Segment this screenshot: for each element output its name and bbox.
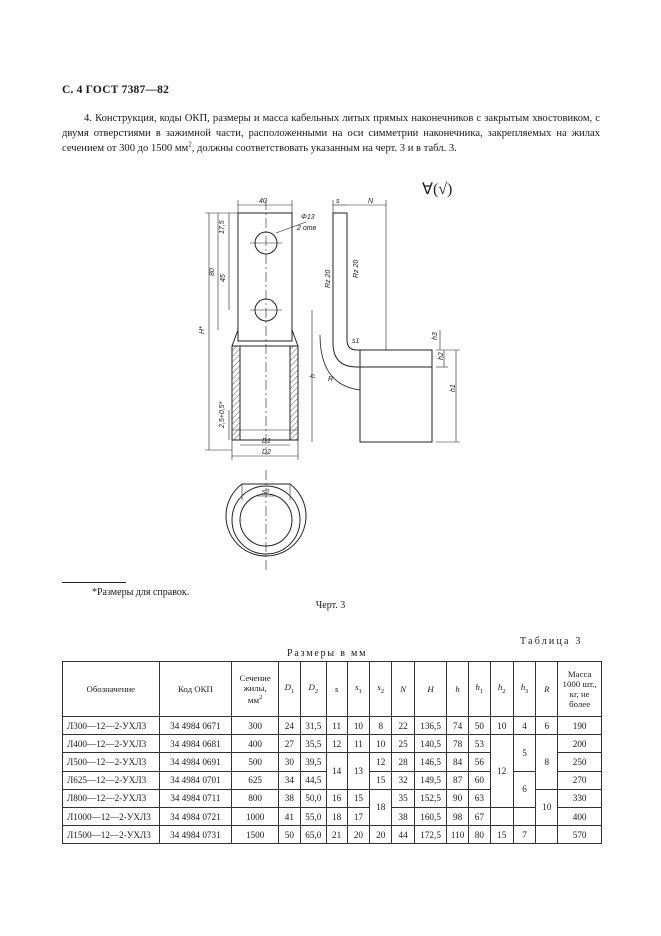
dim-h2: h2 [438,352,445,360]
dim-h3: h3 [432,332,439,340]
dim-d13: Φ13 [301,214,315,221]
section-paragraph [62,111,600,157]
dim-D1: D1 [262,438,271,445]
col-s1: $s_1$ [347,662,370,717]
table-row: Л800—12—2-УХЛ3 34 4984 0711 800 38 50,0 16 15 18 35 152,5 90 63 10 330 [63,789,602,807]
col-D1: $D_1$ [278,662,300,717]
barrel-side [360,350,432,442]
barrel-front [232,346,298,440]
col-h3: $h_3$ [513,662,536,717]
dim-holes: 2 отв [297,225,317,232]
dim-80: 80 [209,268,216,276]
table-units: Размеры в мм [287,648,368,659]
spec-table [62,661,602,844]
figure-caption: Черт. 3 [315,600,346,611]
col-D2: $D_2$ [300,662,326,717]
col-name: Обозначение [63,662,160,717]
paragraph-text: Конструкция, коды ОКП, размеры и масса кабельных литых прямых наконечников с закрытым хвостовиком, с двумя отверстиями в зажимной части, расположенными на оси симметрии наконечника, закрепляемых на жилах сечением от 300 до 1500 мм [62,113,601,155]
table-row: Л625—12—2-УХЛ3 34 4984 0701 625 34 44,5 15 32 149,5 87 60 6 270 [63,771,602,789]
dim-s1: s1 [352,338,360,345]
table-row: Л500—12—2-УХЛ3 34 4984 0691 500 30 39,5 14 13 12 28 146,5 84 56 250 [63,753,602,771]
lug-side-view [333,213,432,367]
dim-2-5: 2,5+0,5* [219,401,226,428]
table-row: Л1500—12—2-УХЛ3 34 4984 0731 1500 50 65,0 21 20 20 44 172,5 110 80 15 7 570 [63,826,602,844]
table-row: Л400—12—2-УХЛ3 34 4984 0681 400 27 35,5 12 11 10 25 140,5 78 53 12 5 8 200 [63,735,602,753]
footnote: *Размеры для справок. [92,587,190,598]
technical-drawing [0,170,661,580]
roughness-symbol: ∀(√) [422,181,453,198]
col-N: N [392,662,415,717]
dim-D2: D2 [262,449,271,456]
dim-h1: h1 [450,384,457,392]
col-okp: Код ОКП [159,662,232,717]
dim-s2: s2 [262,489,270,496]
rz-left: Rz 20 [325,269,332,288]
dim-H: H* [199,326,206,334]
col-h2: $h_2$ [490,662,513,717]
table-label: Таблица 3 [520,636,583,647]
table-row: Л1000—12—2-УХЛ3 34 4984 0721 1000 41 55,0 18 17 38 160,5 98 67 400 [63,807,602,825]
dim-R: R [328,376,334,383]
rz-right: Rz 20 [353,259,360,278]
table-row: Л300—12—2-УХЛ3 34 4984 0671 300 24 31,5 11 10 8 22 136,5 74 50 10 4 6 190 [63,717,602,735]
dim-17-5: 17,5 [219,220,226,234]
table-header-row [63,662,602,717]
col-s: s [326,662,347,717]
col-H: H [414,662,446,717]
page-header: С. 4 ГОСТ 7387—82 [62,84,170,96]
dim-s: s [336,198,340,205]
footnote-rule [62,582,126,583]
dim-40: 40 [259,198,267,205]
paragraph-text-end: , должны соответствовать указанным на черт. 3 и в табл. 3. [191,143,457,155]
col-s2: $s_2$ [370,662,392,717]
paragraph-sup: 2 [188,140,192,149]
dim-N: N [368,198,374,205]
col-mass: Масса 1000 шт., кг, не более [558,662,602,717]
dim-h: h [310,374,317,378]
paragraph-number: 4. [84,113,92,124]
col-h: h [447,662,469,717]
col-section: Сечение жилы, $мм^2$ [232,662,279,717]
col-R: R [536,662,558,717]
col-h1: $h_1$ [468,662,490,717]
dim-45: 45 [220,274,227,282]
